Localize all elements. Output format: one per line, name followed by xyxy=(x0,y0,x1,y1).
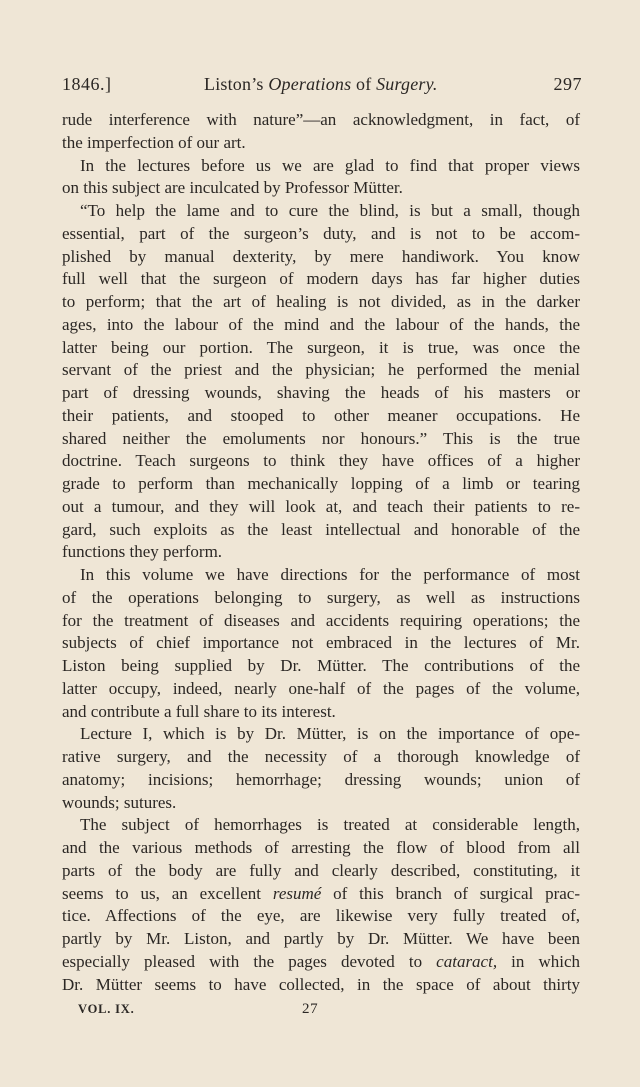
body-text xyxy=(62,109,580,996)
text-line: servant of the priest and the physician; he performed the menial xyxy=(62,360,580,380)
page-number: 297 xyxy=(553,74,582,94)
text-line: Dr. Mütter seems to have collected, in the space of about thirty xyxy=(62,974,580,994)
text-line: and contribute a full share to its interest. xyxy=(62,701,336,721)
text-line: out a tumour, and they will look at, and teach their patients to re- xyxy=(62,496,580,516)
text-line: part of dressing wounds, shaving the heads of his masters or xyxy=(62,383,580,402)
text-line: wounds; sutures. xyxy=(62,792,177,812)
page-footer xyxy=(78,998,338,1020)
text-line: functions they perform. xyxy=(62,542,223,562)
text-line: anatomy; incisions; hemorrhage; dressing wounds; union of xyxy=(62,769,580,789)
text-line: tice. Affections of the eye, are likewise very fully treated of, xyxy=(62,906,580,926)
italic-term: resumé xyxy=(272,883,322,903)
text-line: on this subject are inculcated by Professor Mütter. xyxy=(62,178,403,198)
running-header xyxy=(62,72,582,96)
text-line: rude interference with nature”—an acknowledgment, in fact, of xyxy=(62,110,580,129)
text-line: In the lectures before us we are glad to find that proper views xyxy=(80,155,580,175)
text-line: of the operations belonging to surgery, as well as instructions xyxy=(62,587,580,607)
text-line: seems to us, an excellent resumé of this branch of surgical prac- xyxy=(62,883,581,903)
text-line: ages, into the labour of the mind and the labour of the hands, the xyxy=(62,314,580,334)
text-line: rative surgery, and the necessity of a thorough knowledge of xyxy=(62,747,580,766)
text-line: In this volume we have directions for the performance of most xyxy=(80,565,580,584)
text-line: especially pleased with the pages devoted to cataract, in which xyxy=(62,951,580,971)
text-line: essential, part of the surgeon’s duty, and is not to be accom- xyxy=(62,223,580,243)
text-line: partly by Mr. Liston, and partly by Dr. Mütter. We have been xyxy=(62,929,580,948)
text-line: parts of the body are fully and clearly described, constituting, it xyxy=(62,860,580,880)
text-line: for the treatment of diseases and accidents requiring operations; the xyxy=(62,610,580,630)
text-line: their patients, and stooped to other meaner occupations. He xyxy=(62,405,580,425)
text-line: The subject of hemorrhages is treated at considerable length, xyxy=(80,815,580,835)
text-line: “To help the lame and to cure the blind, is but a small, though xyxy=(80,201,580,220)
text-line: doctrine. Teach surgeons to think they have offices of a higher xyxy=(62,451,580,471)
italic-term: cataract, xyxy=(436,951,498,971)
text-line: subjects of chief importance not embraced in the lectures of Mr. xyxy=(62,633,580,653)
header-year: 1846.] xyxy=(62,74,112,94)
text-line: latter being our portion. The surgeon, it is true, was once the xyxy=(62,337,580,357)
text-line: plished by manual dexterity, by mere handiwork. You know xyxy=(62,246,580,266)
header-title: Liston’s Operations of Surgery. xyxy=(204,74,438,94)
text-line: and the various methods of arresting the flow of blood from all xyxy=(62,838,580,857)
text-line: gard, such exploits as the least intellectual and honorable of the xyxy=(62,519,580,539)
text-line: Lecture I, which is by Dr. Mütter, is on the importance of ope- xyxy=(80,724,580,744)
signature-mark: 27 xyxy=(302,1001,319,1017)
text-line: the imperfection of our art. xyxy=(62,132,246,152)
volume-mark: VOL. IX. xyxy=(78,1002,135,1016)
text-line: latter occupy, indeed, nearly one-half of the pages of the volume, xyxy=(62,678,580,698)
text-line: Liston being supplied by Dr. Mütter. The contributions of the xyxy=(62,656,580,675)
text-line: grade to perform than mechanically lopping of a limb or tearing xyxy=(62,474,580,493)
text-line: shared neither the emoluments nor honours.” This is the true xyxy=(62,428,580,448)
text-line: full well that the surgeon of modern days has far higher duties xyxy=(62,269,580,289)
text-line: to perform; that the art of healing is not divided, as in the darker xyxy=(62,292,580,311)
